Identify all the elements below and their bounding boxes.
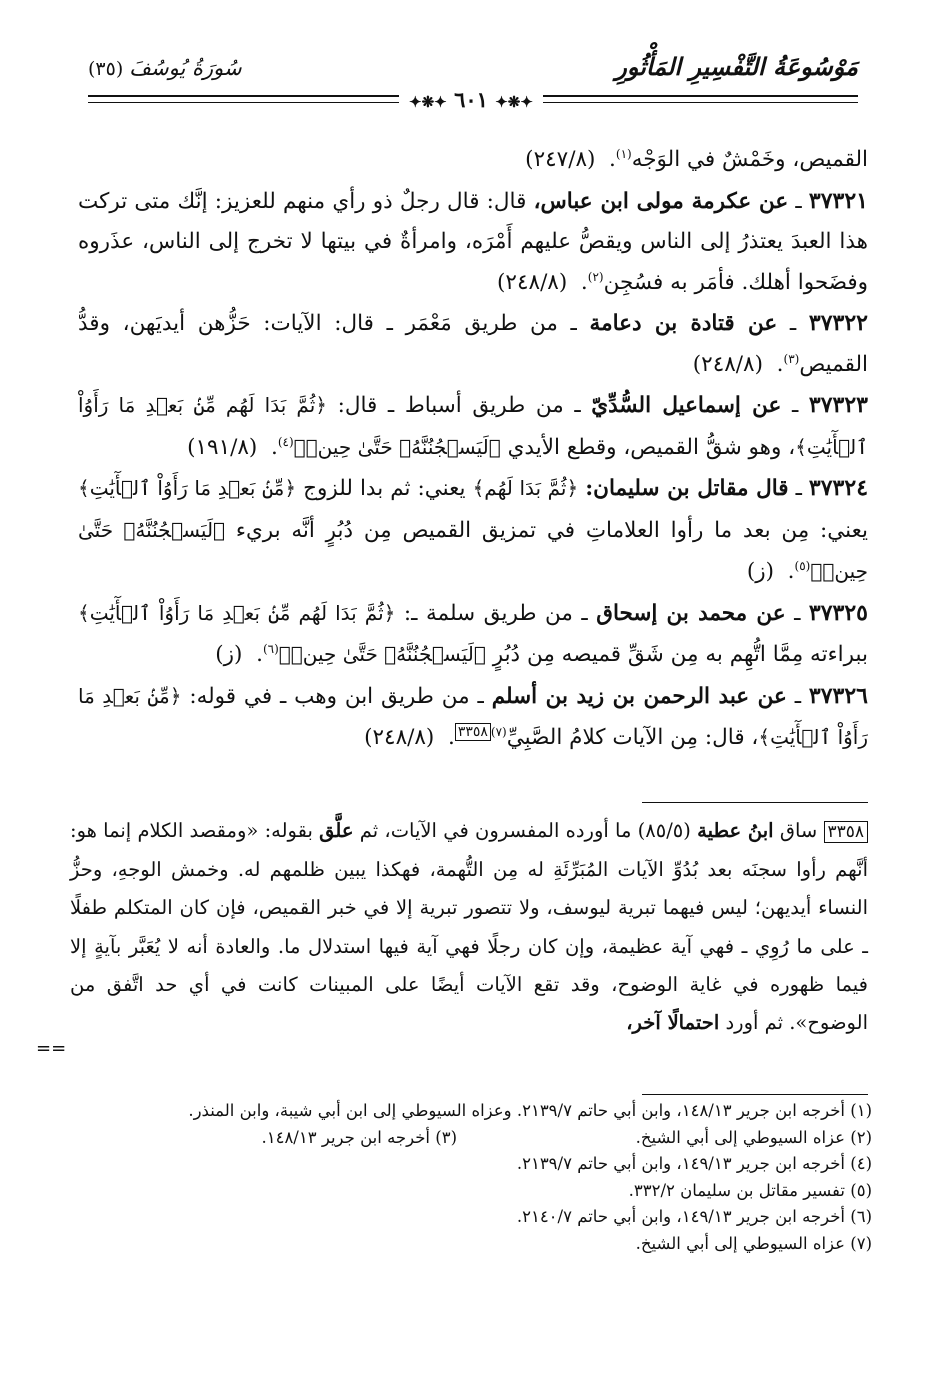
footnote-marker: (٧)	[490, 724, 507, 739]
volume-reference: (٢٤٧/٨)	[525, 147, 596, 172]
entry-37326: ٣٧٣٢٦ ـ عن عبد الرحمن بن زيد بن أسلم ـ من طريق ابن وهب ـ في قوله: ﴿مِّنۢ بَعۡدِ مَا رَأَوُاْ ٱلۡأٓيَٰتِ﴾، قال: مِن الآيات كلامُ الصَّبِيِّ$^{(٧)٣٣٥٨}$. (٢٤٨/٨)	[78, 682, 868, 750]
entry-text: ـ من طريق أسباط ـ قال:	[337, 393, 581, 418]
surah-name: سُورَةُ يُوسُفَ	[129, 56, 242, 80]
entry-37324: ٣٧٣٢٤ ـ قال مقاتل بن سليمان: ﴿ثُمَّ بَدَا لَهُم﴾ يعني: ثم بدا للزوج ﴿مِّنۢ بَعۡدِ مَا رَأَوُاْ ٱلۡأٓيَٰتِ﴾ يعني: مِن بعد ما رأوا العلاماتِ في تمزيق القميص مِن دُبُرٍ أنَّه بريء ﴿لَيَسۡجُنُنَّهُۥ حَتَّىٰ حِينٖ﴾$^{(٥)}$. (ز)	[78, 475, 869, 584]
entry-number: ٣٧٣٢٦	[808, 682, 868, 709]
footnote-5: (٥) تفسير مقاتل بن سليمان ٣٣٢/٢.	[628, 1180, 872, 1200]
footnote-marker: (١)	[615, 146, 632, 161]
footnote-7: (٧) عزاه السيوطي إلى أبي الشيخ.	[635, 1233, 872, 1253]
volume-reference: (٢٤٨/٨)	[692, 351, 763, 377]
volume-reference: (ز)	[215, 642, 243, 667]
entry-continuation: القميص، وخَمْشٌ في الوَجْه$^{(١)}$. (٢٤٧/٨)	[525, 146, 868, 172]
surah-title	[88, 56, 242, 80]
commentary-note	[70, 812, 868, 1042]
commentary-separator	[642, 802, 868, 803]
volume-reference: (ز)	[746, 559, 775, 584]
volume-reference: (٢٤٨/٨)	[364, 725, 435, 750]
entry-text: ـ من طريق مَعْمَر ـ قال: الآيات: حَزُّهن أيديَهن، وقدُّ القميص	[78, 311, 868, 377]
entry-text: ، وهو شقُّ القميص، وقطع الأيدي	[507, 434, 796, 460]
entry-text: ، قال: مِن الآيات كلامُ الصَّبِيِّ	[506, 725, 759, 750]
commentary-bold: علَّق	[319, 819, 354, 842]
entry-number: ٣٧٣٢٣	[808, 392, 868, 418]
commentary-text: ساق	[779, 819, 818, 842]
narrator-name: عن إسماعيل السُّدِّيّ	[591, 393, 782, 418]
commentary-box-number: ٣٣٥٨	[455, 723, 491, 741]
surah-number: (٣٥)	[88, 58, 124, 80]
narrator-name: قال مقاتل بن سليمان:	[585, 476, 789, 501]
entry-37323: ٣٧٣٢٣ ـ عن إسماعيل السُّدِّيّ ـ من طريق أسباط ـ قال: ﴿ثُمَّ بَدَا لَهُم مِّنۢ بَعۡدِ مَا رَأَوُاْ ٱلۡأٓيَٰتِ﴾، وهو شقُّ القميص، وقطع الأيدي ﴿لَيَسۡجُنُنَّهُۥ حَتَّىٰ حِينٖ﴾$^{(٤)}$. (١٩١/٨)	[78, 392, 868, 460]
quran-quote: ﴿ثُمَّ بَدَا لَهُم﴾	[472, 476, 579, 500]
entry-37322: ٣٧٣٢٢ ـ عن قتادة بن دعامة ـ من طريق مَعْمَر ـ قال: الآيات: حَزُّهن أيديَهن، وقدُّ القميص$^{(٣)}$. (٢٤٨/٨)	[78, 310, 868, 377]
entry-text: ببراءته مِمَّا اتُّهِم به مِن شَقِّ قميصه مِن دُبُرٍ	[492, 642, 868, 667]
entry-37325: ٣٧٣٢٥ ـ عن محمد بن إسحاق ـ من طريق سلمة ـ: ﴿ثُمَّ بَدَا لَهُم مِّنۢ بَعۡدِ مَا رَأَوُاْ ٱلۡأٓيَٰتِ﴾ ببراءته مِمَّا اتُّهِم به مِن شَقِّ قميصه مِن دُبُرٍ ﴿لَيَسۡجُنُنَّهُۥ حَتَّىٰ حِينٖ﴾$^{(٦)}$. (ز)	[78, 599, 868, 667]
footnote-marker: (٢)	[587, 269, 604, 284]
quran-quote: ﴿لَيَسۡجُنُنَّهُۥ حَتَّىٰ حِينٖ﴾	[78, 517, 868, 583]
narrator-name: عن محمد بن إسحاق	[596, 600, 786, 626]
entry-text: يعني: مِن بعد ما رأوا العلاماتِ في تمزيق القميص مِن دُبُرٍ أنَّه بريء	[235, 517, 868, 543]
entry-number: ٣٧٣٢٥	[808, 599, 868, 626]
footnote-1: (١) أخرجه ابن جرير ١٤٨/١٣، وابن أبي حاتم ٢١٣٩/٧. وعزاه السيوطي إلى ابن أبي شيبة، وابن المنذر.	[188, 1101, 872, 1120]
commentator-name: ابنُ عطية	[697, 819, 774, 842]
volume-reference: (١٩١/٨)	[187, 434, 258, 460]
entry-number: ٣٧٣٢٢	[808, 310, 868, 336]
commentary-text: بقوله: «ومقصد الكلام إنما هو: أنَّهم رأوا سجنَه بعد بُدُوِّ الآيات المُبَرِّئَةِ له مِن التُّهمة، فهكذا يبين ظلمهم له. وخمش الوجهِ، وحزُّ النساء أيديهن؛ ليس فيهما تبرية ليوسف، ولا تتصور تبرية إلا في خبر القميص، فإن كان المتكلم طفلًا ـ على ما رُوِي ـ فهي آية عظيمة، وإن كان رجلًا فهي آية فيها استدلال ما. والعادة أنه لا يُعَبَّر بآيةٍ إلا فيما ظهوره في غاية الوضوح، وقد تقع الآيات أيضًا على المبينات كانت في أي حد اتَّفق من الوضوح». ثم أورد	[70, 819, 868, 1035]
footnote-marker: (٥)	[794, 558, 811, 573]
narrator-name: عن قتادة بن دعامة	[589, 311, 778, 336]
commentary-number: ٣٣٥٨	[824, 821, 869, 843]
quran-quote: ﴿مِّنۢ بَعۡدِ مَا رَأَوُاْ ٱلۡأٓيَٰتِ﴾	[78, 476, 297, 500]
narrator-name: عن عكرمة مولى ابن عباس،	[533, 188, 789, 214]
quran-quote: ﴿لَيَسۡجُنُنَّهُۥ حَتَّىٰ حِينٖ﴾	[278, 642, 486, 666]
volume-reference: (٢٤٨/٨)	[497, 269, 568, 295]
commentary-text: (٨٥/٥) ما أورده المفسرون في الآيات، ثم	[359, 819, 691, 842]
commentary-bold: احتمالًا آخر،	[626, 1011, 720, 1035]
quran-quote: ﴿لَيَسۡجُنُنَّهُۥ حَتَّىٰ حِينٖ﴾	[293, 434, 501, 459]
entry-text: يعني: ثم بدا للزوج	[303, 476, 466, 501]
quran-quote: ﴿مِّنۢ بَعۡدِ مَا رَأَوُاْ ٱلۡأٓيَٰتِ﴾	[78, 683, 868, 749]
footnotes	[70, 1098, 872, 1257]
quran-quote: ﴿ثُمَّ بَدَا لَهُم مِّنۢ بَعۡدِ مَا رَأَوُاْ ٱلۡأٓيَٰتِ﴾	[78, 600, 396, 625]
continuation-mark: ==	[36, 1038, 67, 1059]
page-number-block	[0, 87, 942, 112]
footnote-separator	[642, 1094, 868, 1095]
narrator-name: عن عبد الرحمن بن زيد بن أسلم	[491, 683, 787, 709]
ornament-right-icon: ✦❋✦	[495, 93, 533, 111]
footnote-6: (٦) أخرجه ابن جرير ١٤٩/١٣، وابن أبي حاتم ٢١٤٠/٧.	[516, 1207, 872, 1226]
entry-text: قال: قال رجلٌ ذو رأي منهم للعزيز: إنَّك متى تركت هذا العبدَ يعتذرُ إلى الناس ويقصُّ عليهم أَمْرَه، وامرأةٌ في بيتها لا تخرج إلى الناس، عذَروه وفضَحوا أهلك. فأمَر به فسُجِن	[78, 188, 868, 295]
entry-number: ٣٧٣٢٤	[808, 475, 869, 501]
quran-quote: ﴿ثُمَّ بَدَا لَهُم مِّنۢ بَعۡدِ مَا رَأَوُاْ ٱلۡأٓيَٰتِ﴾	[78, 393, 868, 459]
book-title: مَوْسُوعَةُ التَّفْسِيرِ المَأْثُورِ	[615, 52, 858, 81]
entry-text: ـ من طريق سلمة ـ:	[403, 600, 588, 626]
entry-number: ٣٧٣٢١	[808, 187, 868, 214]
entry-text: القميص، وخَمْشٌ في الوَجْه	[631, 147, 868, 172]
footnote-3: (٣) أخرجه ابن جرير ١٤٨/١٣.	[261, 1127, 457, 1147]
footnote-2: (٢) عزاه السيوطي إلى أبي الشيخ.	[635, 1127, 872, 1147]
footnote-4: (٤) أخرجه ابن جرير ١٤٩/١٣، وابن أبي حاتم ٢١٣٩/٧.	[516, 1154, 872, 1173]
ornament-left-icon: ✦❋✦	[409, 93, 447, 111]
footnote-marker: (٦)	[262, 641, 279, 656]
footnote-marker: (٣)	[783, 351, 800, 366]
entry-37321: ٣٧٣٢١ ـ عن عكرمة مولى ابن عباس، قال: قال رجلٌ ذو رأي منهم للعزيز: إنَّك متى تركت هذا العبدَ يعتذرُ إلى الناس ويقصُّ عليهم أَمْرَه، وامرأةٌ في بيتها لا تخرج إلى الناس، عذَروه وفضَحوا أهلك. فأمَر به فسُجِن$^{(٢)}$. (٢٤٨/٨)	[78, 187, 868, 295]
entry-text: ـ من طريق ابن وهب ـ في قوله:	[189, 683, 484, 709]
footnote-marker: (٤)	[277, 434, 294, 449]
page-number: ٦٠١	[454, 87, 488, 112]
main-text	[78, 140, 868, 759]
